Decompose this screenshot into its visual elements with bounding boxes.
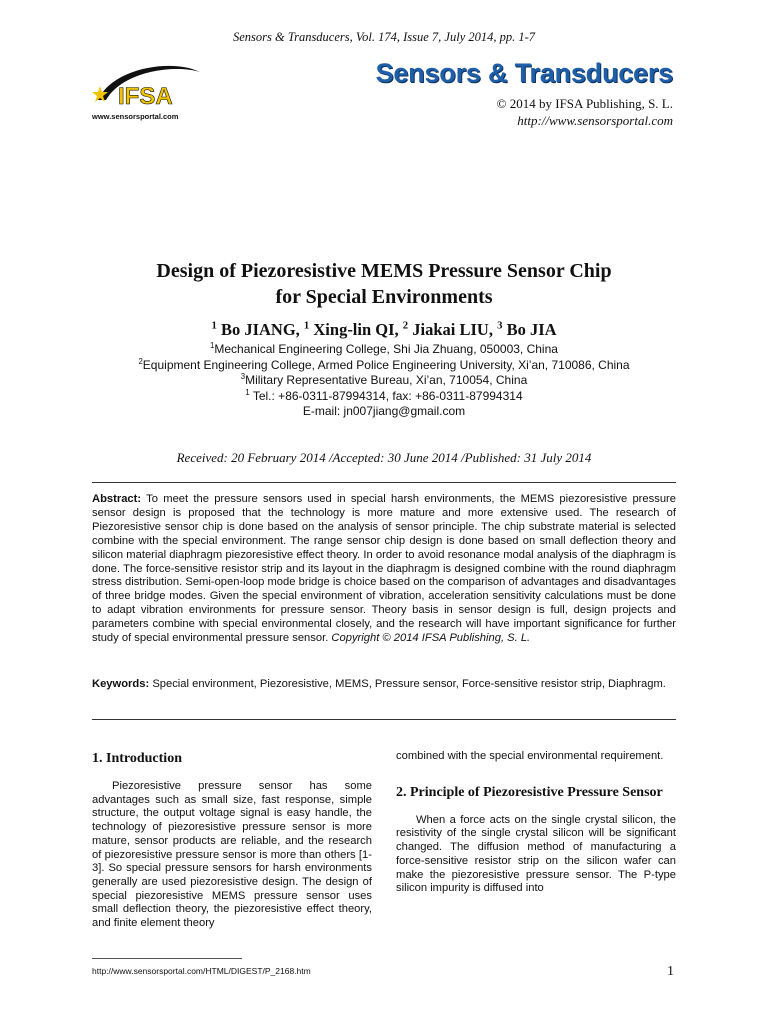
keywords-label: Keywords:	[92, 678, 150, 690]
author-name: Bo JIA	[506, 320, 557, 339]
abstract-bottom-rule	[92, 719, 676, 720]
author-sup: 2	[402, 319, 409, 332]
journal-title: Sensors & Transducers	[375, 58, 673, 88]
affiliation-sup: 1	[245, 387, 250, 397]
affiliation-text: Mechanical Engineering College, Shi Jia Zhuang, 050003, China	[214, 342, 558, 356]
affiliation-sup: 3	[240, 372, 246, 381]
page-number: 1	[667, 964, 674, 979]
svg-text:IFSA: IFSA	[118, 83, 173, 110]
journal-citation-line: Sensors & Transducers, Vol. 174, Issue 7, July 2014, pp. 1-7	[232, 30, 536, 44]
ifsa-logo	[92, 62, 204, 124]
author-email[interactable]: E-mail: jn007jiang@gmail.com	[302, 404, 466, 418]
affiliation-text: Tel.: +86-0311-87994314, fax: +86-0311-87994314	[252, 388, 523, 403]
title-line-2: for Special Environments	[275, 286, 493, 308]
affiliation-line	[0, 358, 768, 374]
affiliation-sup: 1	[210, 341, 215, 350]
footer-rule	[92, 958, 242, 959]
publication-dates: Received: 20 February 2014 /Accepted: 30 June 2014 /Published: 31 July 2014	[176, 450, 592, 465]
affiliation-text: Military Representative Bureau, Xi’an, 710054, China	[245, 373, 528, 387]
paper-title	[0, 258, 768, 310]
author-sup: 3	[497, 319, 503, 332]
abstract-block	[92, 493, 676, 646]
left-column	[92, 750, 372, 931]
section-1-paragraph: Piezoresistive pressure sensor has some advantages such as small size, fast response, simple structure, the output voltage signal is easy handle, the technology of piezoresistive pressure sensor is more mature, sensor products are reliable, and the research of piezoresistive pressure sensor is more than others [1-3]. So special pressure sensors for harsh environments generally are used piezoresistive design. The design of special piezoresistive MEMS pressure sensor uses small deflection theory, the piezoresistive effect theory, and finite element theory	[92, 780, 372, 930]
section-2-heading: 2. Principle of Piezoresistive Pressure Sensor	[396, 784, 663, 800]
affiliation-line	[0, 342, 768, 358]
keywords-text: Special environment, Piezoresistive, MEMS, Pressure sensor, Force-sensitive resistor strip, Diaphragm.	[152, 678, 666, 690]
abstract-label: Abstract:	[92, 493, 142, 505]
author-list	[0, 320, 768, 340]
section-1-heading: 1. Introduction	[92, 751, 182, 766]
author-name: Jiakai LIU,	[412, 320, 493, 339]
abstract-copyright: Copyright © 2014 IFSA Publishing, S. L.	[331, 632, 531, 645]
author-name: Bo JIANG,	[220, 320, 300, 339]
publisher-copyright: © 2014 by IFSA Publishing, S. L.	[496, 96, 673, 111]
author-sup: 1	[211, 319, 217, 332]
affiliation-line	[0, 373, 768, 389]
affiliation-sup: 2	[138, 356, 143, 366]
title-line-1: Design of Piezoresistive MEMS Pressure Sensor Chip	[156, 260, 612, 282]
section-2-paragraph: When a force acts on the single crystal silicon, the resistivity of the single crystal silicon will be significant changed. The diffusion method of manufacturing a force-sensitive resistor strip on the silicon wafer can make the piezoresistive pressure sensor. The P-type silicon impurity is diffused into	[396, 813, 676, 895]
footer-url[interactable]: http://www.sensorsportal.com/HTML/DIGEST/P_2168.htm	[92, 966, 311, 976]
author-name: Xing-lin QI,	[313, 320, 399, 339]
right-column	[396, 750, 676, 896]
affiliations	[0, 342, 768, 420]
author-sup: 1	[303, 319, 310, 332]
affiliation-line	[0, 389, 768, 405]
logo-url-text: www.sensorsportal.com	[92, 112, 179, 121]
section-1-continuation: combined with the special environmental requirement.	[396, 750, 664, 762]
affiliation-text: Equipment Engineering College, Armed Police Engineering University, Xi’an, 710086, China	[142, 357, 630, 372]
abstract-top-rule	[92, 482, 676, 483]
abstract-text: To meet the pressure sensors used in special harsh environments, the MEMS piezoresistive pressure sensor design is proposed that the technology is more mature and more extensive used. The research of Piezoresistive sensor chip is done based on the analysis of sensor principle. The chip substrate material is selected combine with the special environment. The range sensor chip design is done based on small deflection theory and silicon material diaphragm piezoresistive effect theory. In order to avoid resonance modal analysis of the diaphragm is done. The force-sensitive resistor strip and its layout in the diaphragm is designed combine with the round diaphragm stress distribution. Semi-open-loop mode bridge is choice based on the comparison of advantages and disadvantages of three bridge modes. Given the special environment of vibration, acceleration sensitivity calculations must be done to adapt vibration environments for pressure sensor. Theory basis in sensor design is full, design projects and parameters combine with special environmental closely, and the research will have important significance for further study of special environmental pressure sensor.	[92, 493, 676, 645]
journal-url[interactable]: http://www.sensorsportal.com	[517, 113, 673, 128]
logo-swoosh-icon	[92, 62, 204, 114]
keywords-block	[92, 678, 676, 692]
